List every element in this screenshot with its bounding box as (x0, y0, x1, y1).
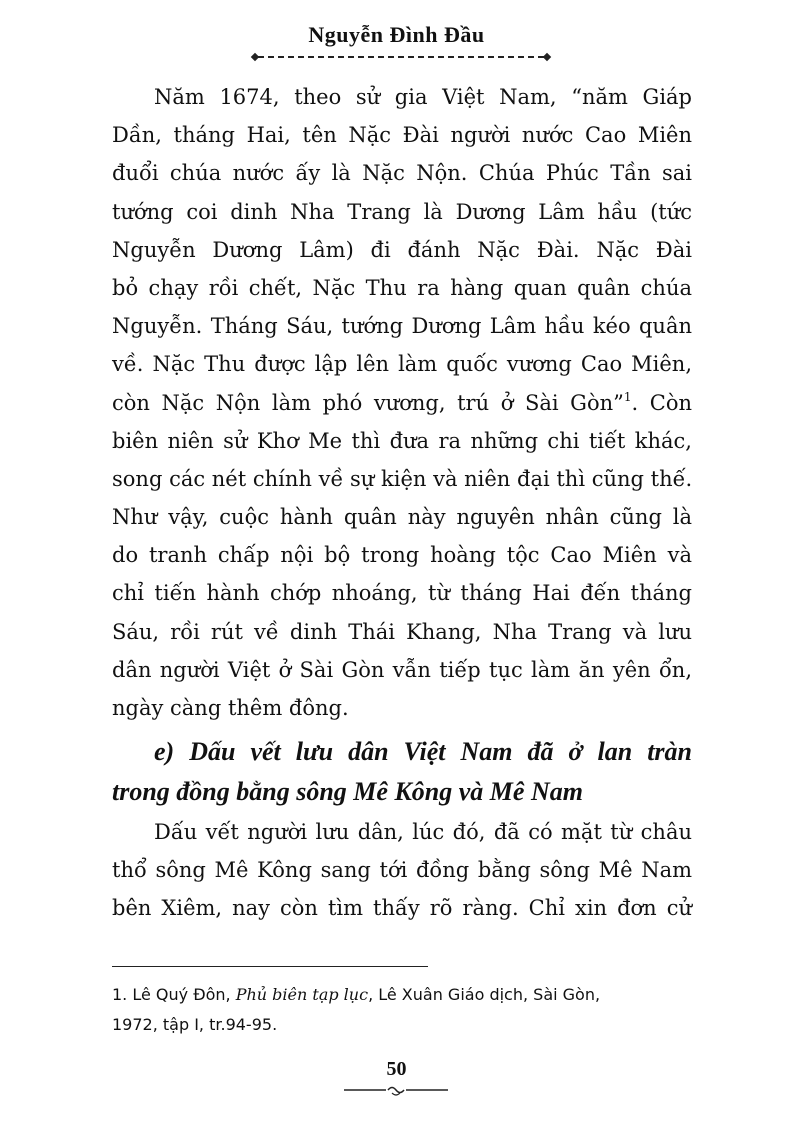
footnote-prefix: 1. Lê Quý Đôn, (112, 985, 236, 1004)
page-number: 50 (386, 1058, 407, 1080)
paragraph-1 (112, 78, 692, 727)
paragraph-2 (112, 813, 692, 928)
section-heading (112, 732, 692, 812)
text-line: tướng coi dinh Nha Trang là Dương Lâm hầu (tức (112, 199, 692, 224)
text-line: Sáu, rồi rút về dinh Thái Khang, Nha Trang và lưu (112, 619, 692, 644)
footnote (112, 980, 692, 1040)
text-line: Dần, tháng Hai, tên Nặc Đài người nước Cao Miên (112, 123, 692, 148)
text-line: song các nét chính về sự kiện và niên đại thì cũng thế. (112, 466, 693, 491)
text-line: đuổi chúa nước ấy là Nặc Nộn. Chúa Phúc Tần sai (112, 161, 692, 186)
text-line: chỉ tiến hành chớp nhoáng, từ tháng Hai đến tháng (112, 581, 692, 606)
text-line: bỏ chạy rồi chết, Nặc Thu ra hàng quan quân chúa (112, 275, 692, 300)
text-span: . Còn (631, 390, 692, 415)
text-line: thổ sông Mê Kông sang tới đồng bằng sông Mê Nam (112, 858, 692, 883)
text-line: ngày càng thêm đông. (112, 696, 349, 720)
footnote-suffix: , Lê Xuân Giáo dịch, Sài Gòn, (368, 985, 601, 1004)
text-line: dân người Việt ở Sài Gòn vẫn tiếp tục làm ăn yên ổn, (112, 657, 692, 682)
footnote-separator (112, 966, 428, 967)
text-line: Nguyễn Dương Lâm) đi đánh Nặc Đài. Nặc Đài (112, 237, 692, 262)
text-line-with-footnote (112, 384, 692, 422)
page-number-ornament (342, 1084, 450, 1098)
text-line: Dấu vết người lưu dân, lúc đó, đã có mặt từ châu (154, 820, 692, 844)
text-line: Nguyễn. Tháng Sáu, tướng Dương Lâm hầu kéo quân (112, 314, 692, 339)
footnote-line (112, 980, 692, 1010)
heading-line: e) Dấu vết lưu dân Việt Nam đã ở lan tràn (154, 737, 692, 766)
text-line: biên niên sử Khơ Me thì đưa ra những chi tiết khác, (112, 428, 692, 453)
footnote-marker[interactable]: 1 (623, 389, 632, 404)
footnote-book-title: Phủ biên tạp lục (235, 985, 369, 1004)
text-span: còn Nặc Nộn làm phó vương, trú ở Sài Gòn” (112, 390, 624, 415)
text-line: Như vậy, cuộc hành quân này nguyên nhân cũng là (112, 505, 692, 530)
footnote-line: 1972, tập I, tr.94-95. (112, 1015, 278, 1034)
text-line: Năm 1674, theo sử gia Việt Nam, “năm Giáp (154, 85, 692, 109)
text-line: bên Xiêm, nay còn tìm thấy rõ ràng. Chỉ xin đơn cử (112, 896, 692, 921)
heading-line: trong đồng bằng sông Mê Kông và Mê Nam (112, 777, 583, 806)
text-line: do tranh chấp nội bộ trong hoàng tộc Cao Miên và (112, 543, 692, 568)
text-line: về. Nặc Thu được lập lên làm quốc vương Cao Miên, (112, 352, 692, 377)
header-ornament-rule (258, 56, 544, 58)
running-header-author: Nguyễn Đình Đầu (308, 22, 485, 47)
